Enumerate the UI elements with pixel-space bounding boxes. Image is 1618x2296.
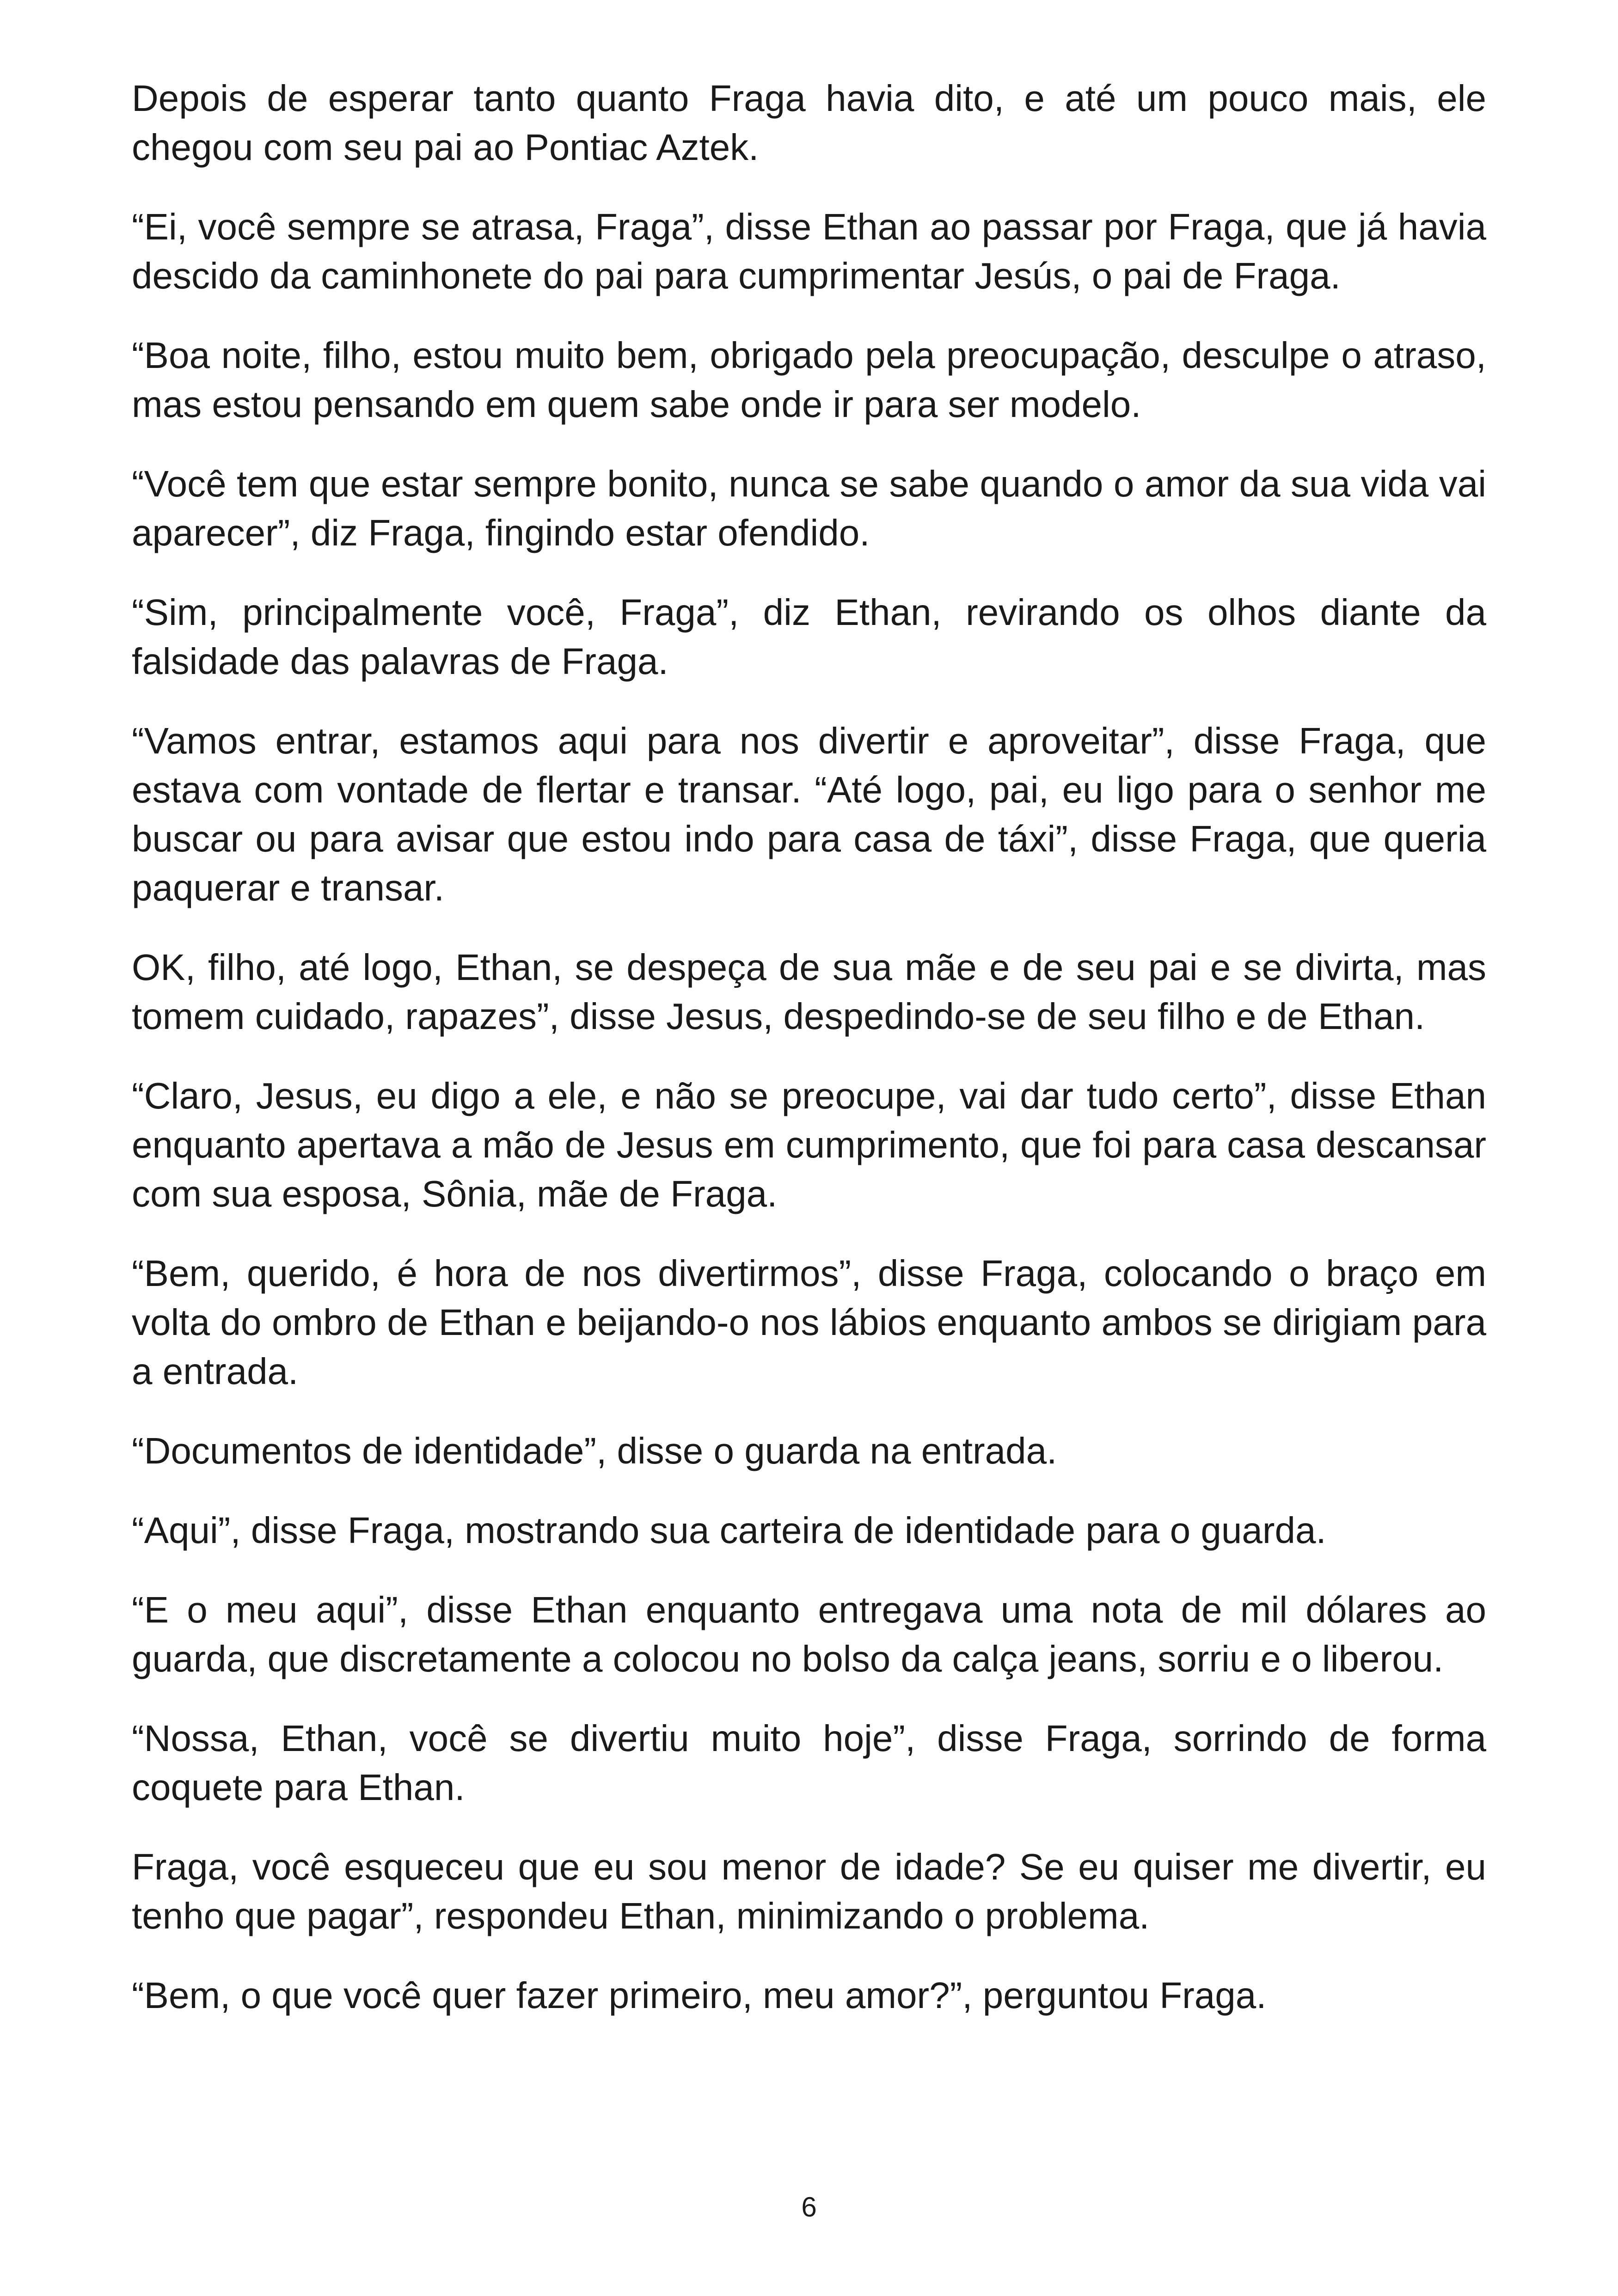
paragraph: OK, filho, até logo, Ethan, se despeça de sua mãe e de seu pai e se divirta, mas tomem cuidado, rapazes”, disse Jesus, despedindo-se de seu filho e de Ethan. bbox=[132, 947, 1486, 1037]
paragraph: “Nossa, Ethan, você se divertiu muito hoje”, disse Fraga, sorrindo de forma coquete para Ethan. bbox=[132, 1718, 1486, 1808]
paragraph: “Documentos de identidade”, disse o guarda na entrada. bbox=[132, 1430, 1057, 1471]
paragraph: “Boa noite, filho, estou muito bem, obrigado pela preocupação, desculpe o atraso, mas estou pensando em quem sabe onde ir para ser modelo. bbox=[132, 335, 1486, 425]
paragraph: “Claro, Jesus, eu digo a ele, e não se preocupe, vai dar tudo certo”, disse Ethan enquanto apertava a mão de Jesus em cumprimento, que foi para casa descansar com sua esposa, Sônia, mãe de Fraga. bbox=[132, 1075, 1486, 1214]
body-text bbox=[132, 74, 1486, 2020]
paragraph: “Bem, querido, é hora de nos divertirmos”, disse Fraga, colocando o braço em volta do ombro de Ethan e beijando-o nos lábios enquanto ambos se dirigiam para a entrada. bbox=[132, 1253, 1486, 1392]
paragraph: “Bem, o que você quer fazer primeiro, meu amor?”, perguntou Fraga. bbox=[132, 1975, 1267, 2016]
paragraph: “Ei, você sempre se atrasa, Fraga”, disse Ethan ao passar por Fraga, que já havia descido da caminhonete do pai para cumprimentar Jesús, o pai de Fraga. bbox=[132, 206, 1486, 296]
paragraph: “E o meu aqui”, disse Ethan enquanto entregava uma nota de mil dólares ao guarda, que discretamente a colocou no bolso da calça jeans, sorriu e o liberou. bbox=[132, 1589, 1486, 1679]
paragraph: “Sim, principalmente você, Fraga”, diz Ethan, revirando os olhos diante da falsidade das palavras de Fraga. bbox=[132, 592, 1486, 682]
paragraph: “Vamos entrar, estamos aqui para nos divertir e aproveitar”, disse Fraga, que estava com vontade de flertar e transar. “Até logo, pai, eu ligo para o senhor me buscar ou para avisar que estou indo para casa de táxi”, disse Fraga, que queria paquerar e transar. bbox=[132, 720, 1486, 908]
paragraph: “Aqui”, disse Fraga, mostrando sua carteira de identidade para o guarda. bbox=[132, 1510, 1326, 1551]
paragraph: Fraga, você esqueceu que eu sou menor de idade? Se eu quiser me divertir, eu tenho que pagar”, respondeu Ethan, minimizando o problema. bbox=[132, 1846, 1486, 1936]
paragraph: Depois de esperar tanto quanto Fraga havia dito, e até um pouco mais, ele chegou com seu pai ao Pontiac Aztek. bbox=[132, 78, 1486, 168]
page-number: 6 bbox=[801, 2192, 817, 2223]
paragraph: “Você tem que estar sempre bonito, nunca se sabe quando o amor da sua vida vai aparecer”, diz Fraga, fingindo estar ofendido. bbox=[132, 463, 1486, 553]
